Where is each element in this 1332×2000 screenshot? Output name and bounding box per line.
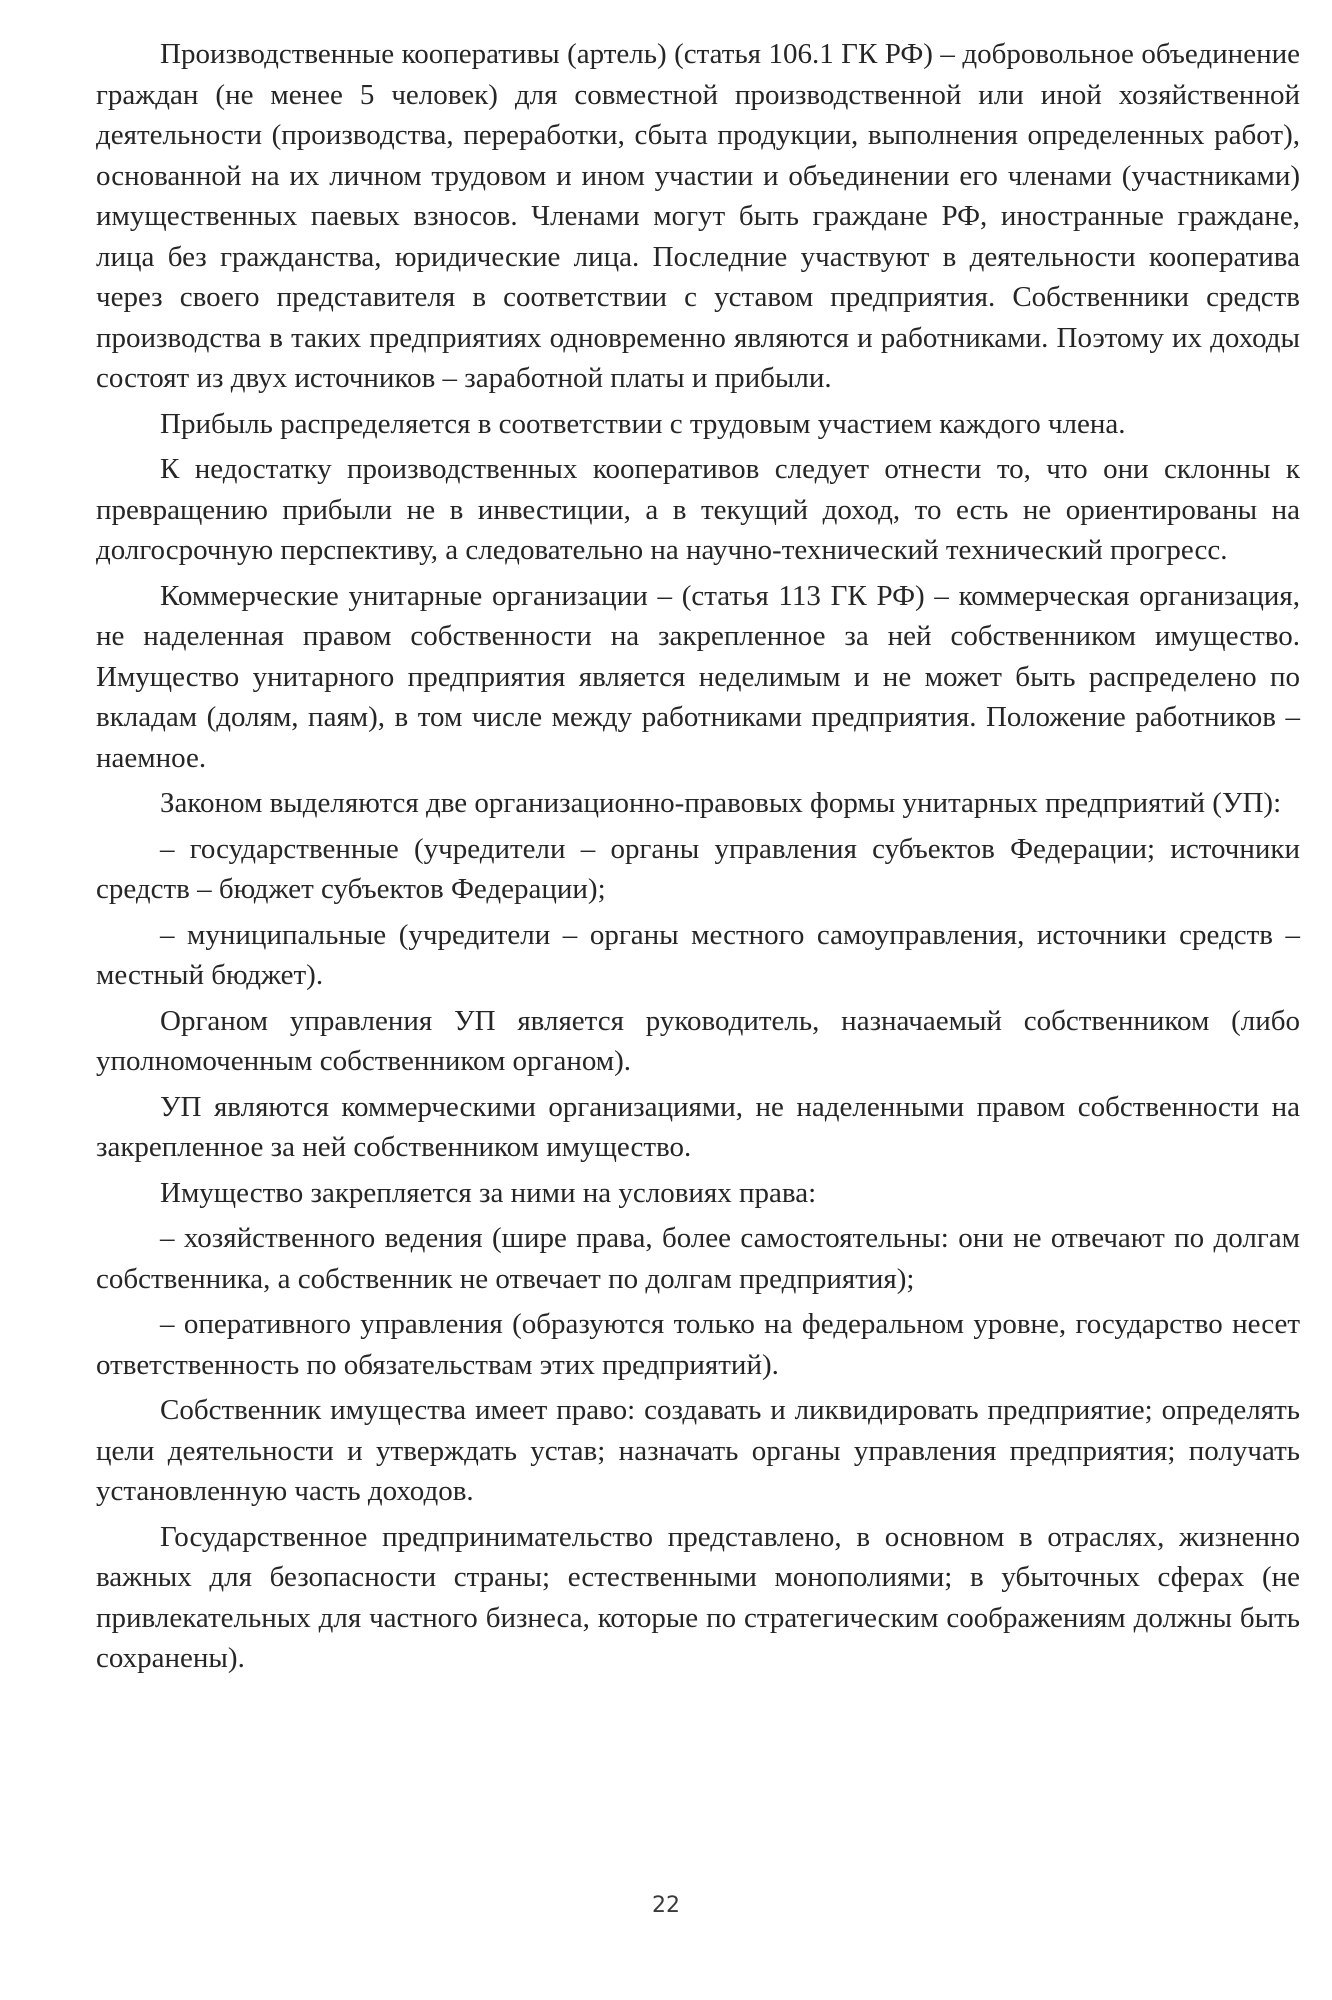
paragraph-management-body: Органом управления УП является руководитель, назначаемый собственником (либо уполномоченным собственником органом). [96, 1004, 1300, 1077]
paragraph-production-cooperatives: Производственные кооперативы (артель) (статья 106.1 ГК РФ) – добровольное объединение граждан (не менее 5 человек) для совместной производственной или иной хозяйственной деятельности (производства, переработки, сбыта продукции, выполнения определенных работ), основанной на их личном трудовом и ином участии и объединении его членами (участниками) имущественных паевых взносов. Членами могут быть граждане РФ, иностранные граждане, лица без гражданства, юридические лица. Последние участвуют в деятельности кооператива через своего представителя в соответствии с уставом предприятия. Собственники средств производства в таких предприятиях одновременно являются и работниками. Поэтому их доходы состоят из двух источников – заработной платы и прибыли. [96, 38, 1300, 394]
list-item-economic-management: – хозяйственного ведения (шире права, более самостоятельны: они не отвечают по долгам собственника, а собственник не отвечает по долгам предприятия); [96, 1222, 1300, 1295]
document-page [96, 34, 1300, 1684]
paragraph-unitary-organizations: Коммерческие унитарные организации – (статья 113 ГК РФ) – коммерческая организация, не наделенная правом собственности на закрепленное за ней собственником имущество. Имущество унитарного предприятия является неделимым и не может быть распределено по вкладам (долям, паям), в том числе между работниками предприятия. Положение работников – наемное. [96, 579, 1300, 774]
paragraph-cooperatives-drawback: К недостатку производственных кооперативов следует отнести то, что они склонны к превращению прибыли не в инвестиции, а в текущий доход, то есть не ориентированы на долгосрочную перспективу, а следовательно на научно-технический технический прогресс. [96, 453, 1300, 566]
paragraph-owner-rights: Собственник имущества имеет право: создавать и ликвидировать предприятие; определять цели деятельности и утверждать устав; назначать органы управления предприятия; получать установленную часть доходов. [96, 1394, 1300, 1507]
paragraph-unitary-commercial: УП являются коммерческими организациями, не наделенными правом собственности на закрепленное за ней собственником имущество. [96, 1090, 1300, 1163]
paragraph-state-entrepreneurship: Государственное предпринимательство представлено, в основном в отраслях, жизненно важных для безопасности страны; естественными монополиями; в убыточных сферах (не привлекательных для частного бизнеса, которые по стратегическим соображениям должны быть сохранены). [96, 1520, 1300, 1674]
list-item-municipal: – муниципальные (учредители – органы местного самоуправления, источники средств – местный бюджет). [96, 918, 1300, 991]
paragraph-profit-distribution: Прибыль распределяется в соответствии с трудовым участием каждого члена. [160, 407, 1126, 440]
list-item-state: – государственные (учредители – органы управления субъектов Федерации; источники средств – бюджет субъектов Федерации); [96, 832, 1300, 905]
page-number: 22 [652, 1893, 680, 1918]
paragraph-unitary-forms: Законом выделяются две организационно-правовых формы унитарных предприятий (УП): [160, 787, 1282, 819]
list-item-operational-management: – оперативного управления (образуются только на федеральном уровне, государство несет ответственность по обязательствам этих предприятий). [96, 1308, 1300, 1381]
paragraph-property-rights: Имущество закрепляется за ними на условиях права: [160, 1176, 817, 1209]
